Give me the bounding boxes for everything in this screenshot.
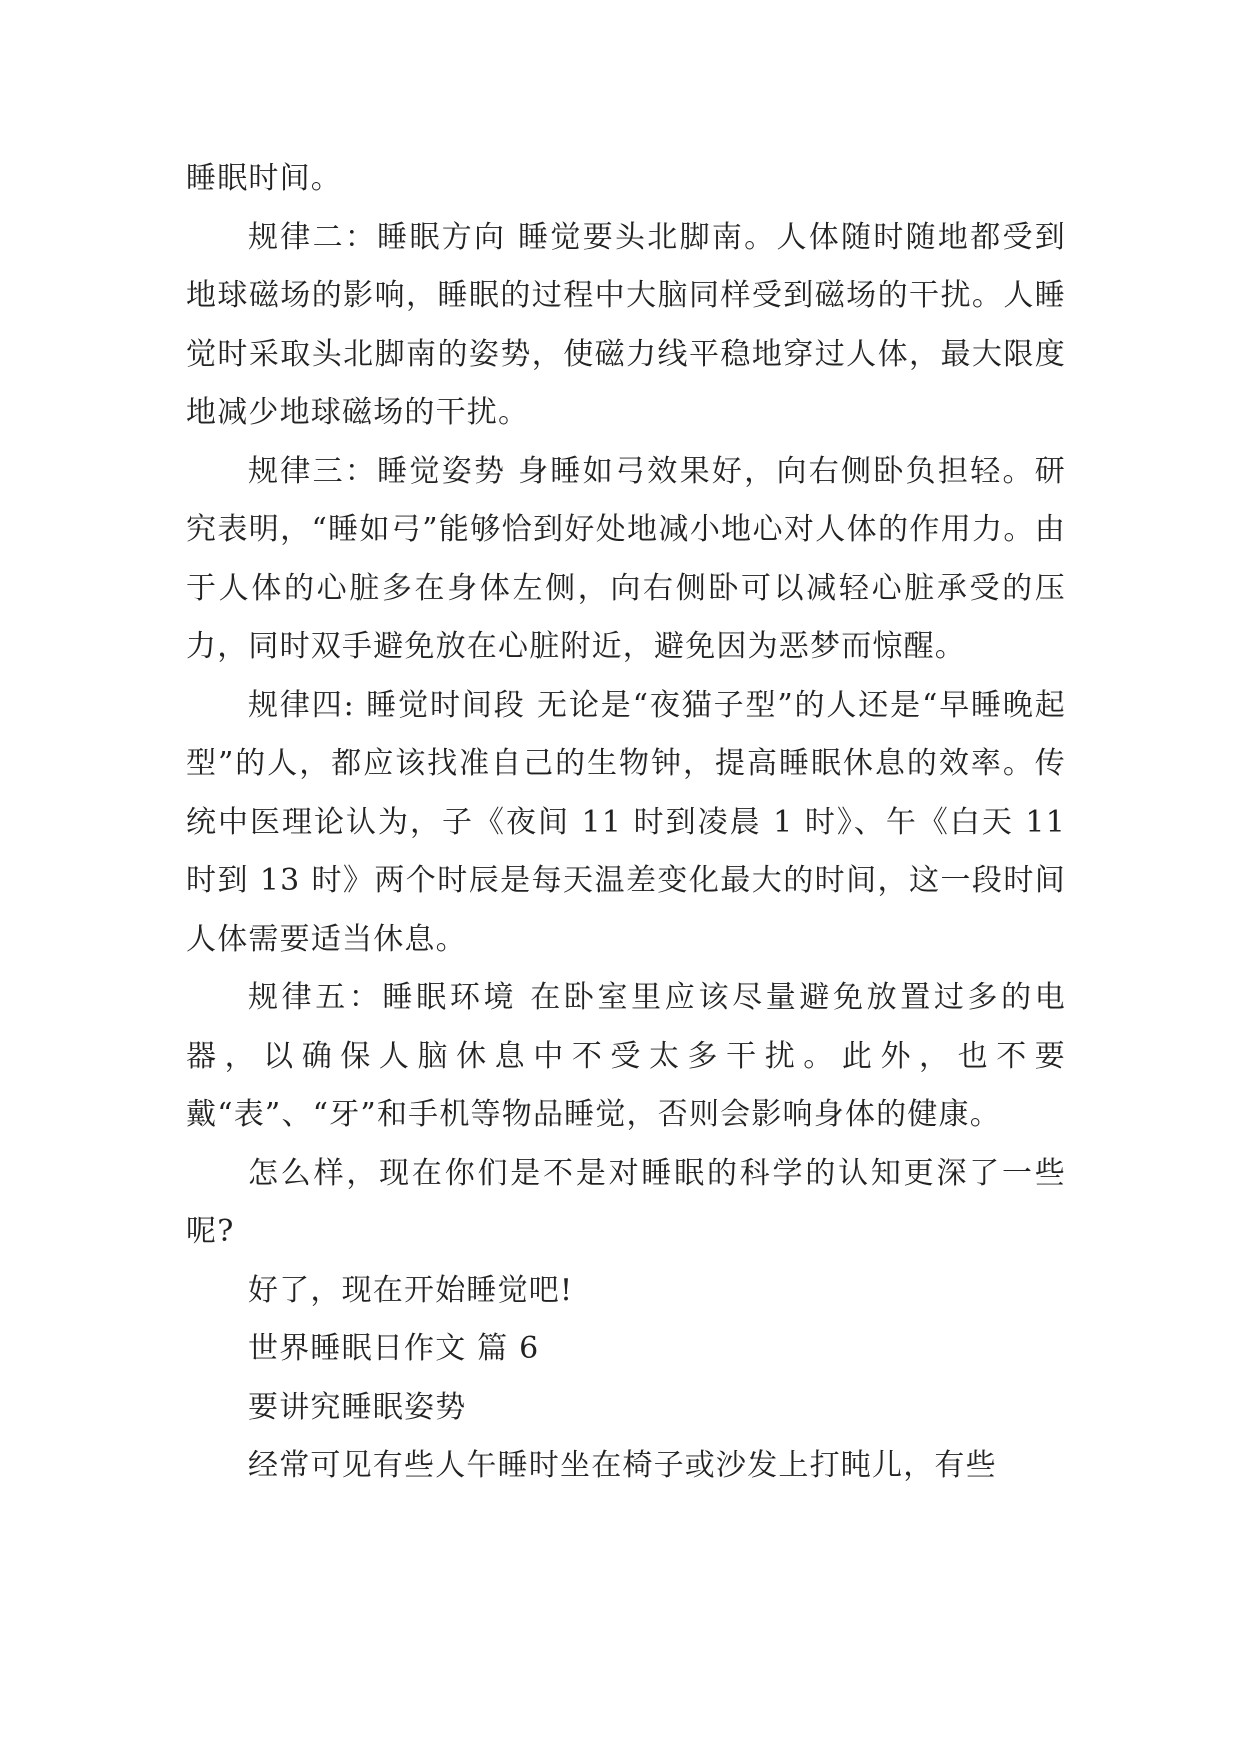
paragraph-10: 经常可见有些人午睡时坐在椅子或沙发上打盹儿，有些 — [248, 1448, 997, 1483]
document-body — [186, 150, 1066, 1496]
article-title: 要讲究睡眠姿势 — [248, 1389, 467, 1425]
paragraph-7: 好了，现在开始睡觉吧! — [248, 1272, 574, 1308]
paragraph-4: 规律四: 睡觉时间段 无论是“夜猫子型”的人还是“早睡晚起型”的人，都应该找准自己的生物钟，提高睡眠休息的效率。传统中医理论认为，子《夜间 11 时到凌晨 1 时》、午《白天 11 时到 13 时》两个时辰是每天温差变化最大的时间，这一段时间人体需要适当休息。 — [186, 687, 1066, 957]
paragraph-1: 睡眠时间。 — [186, 161, 342, 196]
paragraph-6: 怎么样，现在你们是不是对睡眠的科学的认知更深了一些呢? — [186, 1155, 1066, 1249]
paragraph-3: 规律三：睡觉姿势 身睡如弓效果好，向右侧卧负担轻。研究表明，“睡如弓”能够恰到好处地减小地心对人体的作用力。由于人体的心脏多在身体左侧，向右侧卧可以减轻心脏承受的压力，同时双手避免放在心脏附近，避免因为恶梦而惊醒。 — [186, 453, 1066, 664]
section-heading: 世界睡眠日作文 篇 6 — [248, 1331, 540, 1366]
paragraph-2: 规律二：睡眠方向 睡觉要头北脚南。人体随时随地都受到地球磁场的影响，睡眠的过程中大脑同样受到磁场的干扰。人睡觉时采取头北脚南的姿势，使磁力线平稳地穿过人体，最大限度地减少地球磁场的干扰。 — [186, 219, 1066, 430]
paragraph-5: 规律五：睡眠环境 在卧室里应该尽量避免放置过多的电器，以确保人脑休息中不受太多干扰。此外，也不要戴“表”、“牙”和手机等物品睡觉，否则会影响身体的健康。 — [186, 980, 1066, 1132]
